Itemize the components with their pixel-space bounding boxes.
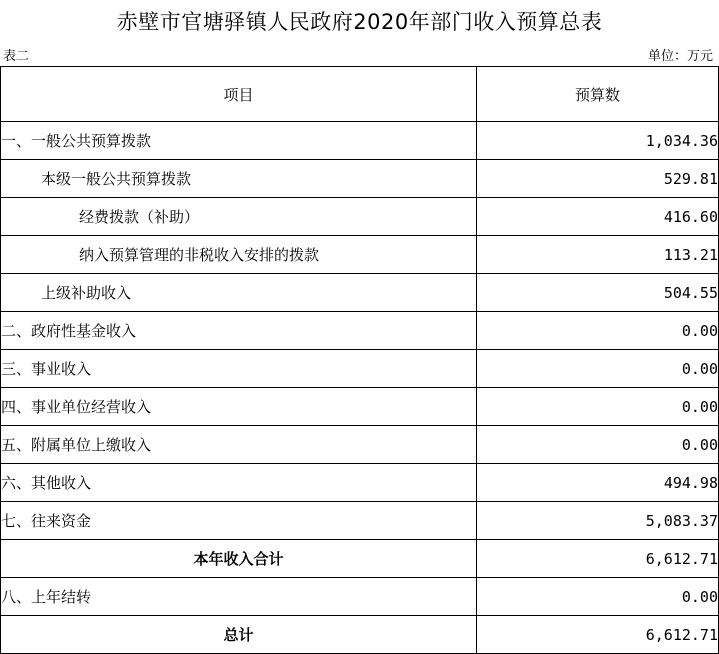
table-row xyxy=(1,426,719,464)
table-row xyxy=(1,122,719,160)
table-row xyxy=(1,578,719,616)
revenue-budget-table xyxy=(0,66,719,654)
row-amount: 0.00 xyxy=(477,426,719,464)
row-item-label: 五、附属单位上缴收入 xyxy=(1,426,477,464)
row-item-label: 纳入预算管理的非税收入安排的拨款 xyxy=(1,236,477,274)
row-item-label: 六、其他收入 xyxy=(1,464,477,502)
column-header-amount: 预算数 xyxy=(477,67,719,122)
table-row xyxy=(1,274,719,312)
subtotal-row xyxy=(1,540,719,578)
subtotal-amount: 6,612.71 xyxy=(477,540,719,578)
row-amount: 0.00 xyxy=(477,312,719,350)
table-row xyxy=(1,350,719,388)
row-amount: 0.00 xyxy=(477,578,719,616)
row-item-label: 八、上年结转 xyxy=(1,578,477,616)
row-amount: 529.81 xyxy=(477,160,719,198)
row-item-label: 本级一般公共预算拨款 xyxy=(1,160,477,198)
subtotal-label: 本年收入合计 xyxy=(1,540,477,578)
table-number: 表二 xyxy=(3,49,30,64)
column-header-item: 项目 xyxy=(1,67,477,122)
row-item-label: 一、一般公共预算拨款 xyxy=(1,122,477,160)
page-title: 赤壁市官塘驿镇人民政府2020年部门收入预算总表 xyxy=(116,10,603,34)
table-header-row xyxy=(1,67,719,122)
table-row xyxy=(1,198,719,236)
total-row xyxy=(1,616,719,654)
row-amount: 1,034.36 xyxy=(477,122,719,160)
table-row xyxy=(1,464,719,502)
table-row xyxy=(1,160,719,198)
row-amount: 0.00 xyxy=(477,350,719,388)
row-amount: 5,083.37 xyxy=(477,502,719,540)
total-amount: 6,612.71 xyxy=(477,616,719,654)
total-label: 总计 xyxy=(1,616,477,654)
row-item-label: 经费拨款（补助） xyxy=(1,198,477,236)
row-item-label: 四、事业单位经营收入 xyxy=(1,388,477,426)
row-item-label: 二、政府性基金收入 xyxy=(1,312,477,350)
table-row xyxy=(1,388,719,426)
table-row xyxy=(1,312,719,350)
row-amount: 416.60 xyxy=(477,198,719,236)
unit-label: 单位：万元 xyxy=(647,49,713,64)
row-item-label: 七、往来资金 xyxy=(1,502,477,540)
row-amount: 494.98 xyxy=(477,464,719,502)
table-row xyxy=(1,236,719,274)
row-amount: 504.55 xyxy=(477,274,719,312)
row-item-label: 三、事业收入 xyxy=(1,350,477,388)
row-item-label: 上级补助收入 xyxy=(1,274,477,312)
table-row xyxy=(1,502,719,540)
row-amount: 113.21 xyxy=(477,236,719,274)
row-amount: 0.00 xyxy=(477,388,719,426)
